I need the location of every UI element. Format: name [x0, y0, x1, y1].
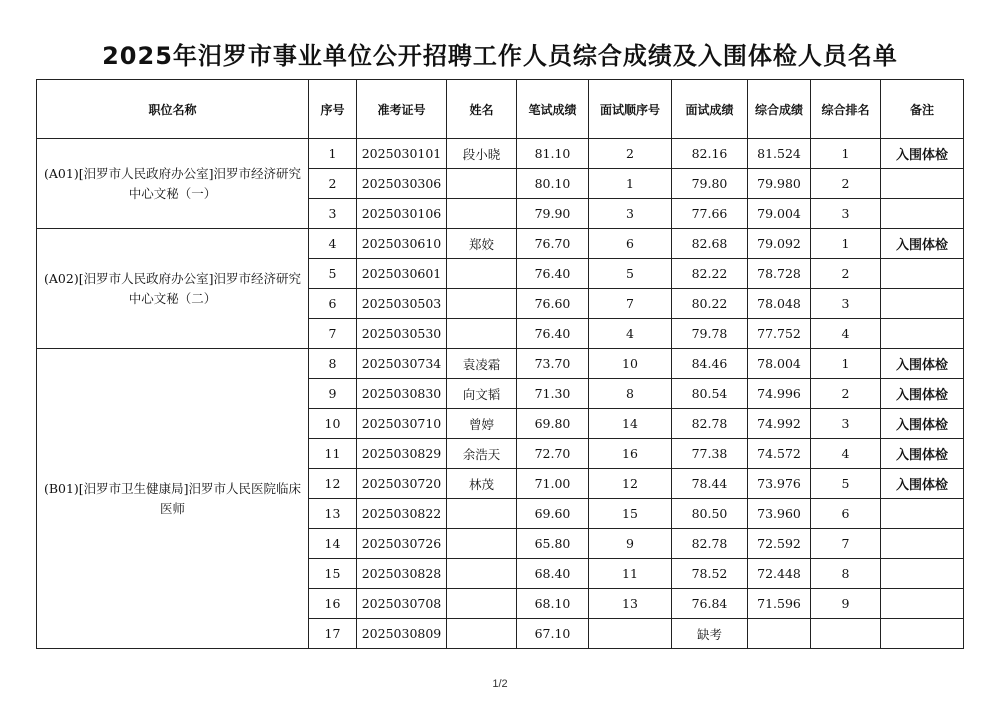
cell-interview-score: 78.52: [672, 559, 748, 589]
header-row: [37, 80, 964, 139]
cell-total-score: 74.996: [748, 379, 811, 409]
header-written-score: 笔试成绩: [517, 80, 589, 139]
cell-rank: 5: [811, 469, 881, 499]
cell-name: 余浩天: [447, 439, 517, 469]
cell-written-score: 67.10: [517, 619, 589, 649]
cell-total-score: 77.752: [748, 319, 811, 349]
cell-interview-score: 79.78: [672, 319, 748, 349]
cell-ticket: 2025030530: [357, 319, 447, 349]
table-body: [37, 139, 964, 649]
cell-total-score: 79.980: [748, 169, 811, 199]
table-row: [37, 349, 964, 379]
cell-written-score: 69.60: [517, 499, 589, 529]
cell-name: [447, 499, 517, 529]
header-total-score: 综合成绩: [748, 80, 811, 139]
cell-note: [881, 199, 964, 229]
cell-seq: 4: [309, 229, 357, 259]
cell-interview-order: 1: [589, 169, 672, 199]
cell-interview-order: 10: [589, 349, 672, 379]
cell-rank: 7: [811, 529, 881, 559]
cell-ticket: 2025030601: [357, 259, 447, 289]
cell-interview-order: 9: [589, 529, 672, 559]
cell-rank: 9: [811, 589, 881, 619]
header-interview-score: 面试成绩: [672, 80, 748, 139]
cell-total-score: 72.448: [748, 559, 811, 589]
cell-ticket: 2025030610: [357, 229, 447, 259]
cell-ticket: 2025030101: [357, 139, 447, 169]
cell-interview-score: 82.22: [672, 259, 748, 289]
cell-written-score: 76.60: [517, 289, 589, 319]
cell-rank: 3: [811, 289, 881, 319]
cell-interview-score: 80.50: [672, 499, 748, 529]
cell-written-score: 79.90: [517, 199, 589, 229]
cell-interview-score: 82.78: [672, 529, 748, 559]
cell-interview-score: 82.16: [672, 139, 748, 169]
page-number: 1/2: [492, 678, 508, 690]
cell-rank: 4: [811, 439, 881, 469]
cell-name: [447, 589, 517, 619]
cell-total-score: 73.960: [748, 499, 811, 529]
cell-note: [881, 259, 964, 289]
cell-written-score: 73.70: [517, 349, 589, 379]
cell-rank: 2: [811, 379, 881, 409]
cell-total-score: 78.048: [748, 289, 811, 319]
cell-name: [447, 259, 517, 289]
cell-total-score: 79.092: [748, 229, 811, 259]
cell-ticket: 2025030306: [357, 169, 447, 199]
cell-interview-score: 82.78: [672, 409, 748, 439]
cell-note: 入围体检: [881, 139, 964, 169]
table-row: [37, 229, 964, 259]
cell-seq: 13: [309, 499, 357, 529]
results-table: [36, 79, 964, 649]
cell-interview-order: 4: [589, 319, 672, 349]
cell-interview-score: 82.68: [672, 229, 748, 259]
cell-written-score: 72.70: [517, 439, 589, 469]
cell-rank: 8: [811, 559, 881, 589]
cell-note: 入围体检: [881, 229, 964, 259]
cell-position: (B01)[汨罗市卫生健康局]汨罗市人民医院临床医师: [37, 349, 309, 649]
cell-seq: 5: [309, 259, 357, 289]
cell-seq: 15: [309, 559, 357, 589]
cell-interview-score: 79.80: [672, 169, 748, 199]
cell-seq: 16: [309, 589, 357, 619]
cell-rank: 2: [811, 259, 881, 289]
cell-note: [881, 319, 964, 349]
header-name: 姓名: [447, 80, 517, 139]
cell-note: 入围体检: [881, 439, 964, 469]
cell-written-score: 76.40: [517, 259, 589, 289]
cell-interview-score: 84.46: [672, 349, 748, 379]
cell-interview-score: 80.54: [672, 379, 748, 409]
cell-total-score: 78.728: [748, 259, 811, 289]
cell-note: [881, 559, 964, 589]
cell-note: 入围体检: [881, 349, 964, 379]
header-ticket: 准考证号: [357, 80, 447, 139]
header-seq: 序号: [309, 80, 357, 139]
cell-written-score: 68.10: [517, 589, 589, 619]
cell-note: [881, 529, 964, 559]
cell-rank: 2: [811, 169, 881, 199]
cell-interview-score: 77.66: [672, 199, 748, 229]
cell-interview-order: 15: [589, 499, 672, 529]
cell-ticket: 2025030830: [357, 379, 447, 409]
cell-name: [447, 199, 517, 229]
cell-name: [447, 619, 517, 649]
cell-position: (A02)[汨罗市人民政府办公室]汨罗市经济研究中心文秘（二）: [37, 229, 309, 349]
cell-interview-score: 缺考: [672, 619, 748, 649]
table-row: [37, 139, 964, 169]
cell-interview-score: 80.22: [672, 289, 748, 319]
cell-seq: 1: [309, 139, 357, 169]
cell-rank: 3: [811, 409, 881, 439]
cell-written-score: 76.70: [517, 229, 589, 259]
cell-name: 向文韬: [447, 379, 517, 409]
header-position: 职位名称: [37, 80, 309, 139]
cell-interview-order: 12: [589, 469, 672, 499]
cell-interview-order: [589, 619, 672, 649]
cell-interview-order: 3: [589, 199, 672, 229]
cell-interview-order: 2: [589, 139, 672, 169]
cell-seq: 6: [309, 289, 357, 319]
cell-rank: 3: [811, 199, 881, 229]
cell-total-score: 73.976: [748, 469, 811, 499]
header-interview-order: 面试顺序号: [589, 80, 672, 139]
cell-ticket: 2025030503: [357, 289, 447, 319]
cell-ticket: 2025030809: [357, 619, 447, 649]
cell-name: 段小晓: [447, 139, 517, 169]
cell-seq: 3: [309, 199, 357, 229]
cell-ticket: 2025030720: [357, 469, 447, 499]
cell-written-score: 71.00: [517, 469, 589, 499]
cell-written-score: 76.40: [517, 319, 589, 349]
cell-seq: 9: [309, 379, 357, 409]
cell-ticket: 2025030829: [357, 439, 447, 469]
cell-note: [881, 499, 964, 529]
cell-name: [447, 559, 517, 589]
cell-total-score: 72.592: [748, 529, 811, 559]
cell-rank: [811, 619, 881, 649]
cell-interview-order: 8: [589, 379, 672, 409]
header-rank: 综合排名: [811, 80, 881, 139]
cell-interview-score: 76.84: [672, 589, 748, 619]
cell-seq: 10: [309, 409, 357, 439]
cell-note: [881, 289, 964, 319]
cell-name: 曾婷: [447, 409, 517, 439]
cell-name: [447, 319, 517, 349]
cell-ticket: 2025030828: [357, 559, 447, 589]
cell-seq: 11: [309, 439, 357, 469]
cell-note: [881, 589, 964, 619]
cell-interview-order: 5: [589, 259, 672, 289]
cell-seq: 12: [309, 469, 357, 499]
cell-note: [881, 169, 964, 199]
cell-name: 郑姣: [447, 229, 517, 259]
cell-note: 入围体检: [881, 379, 964, 409]
cell-interview-order: 13: [589, 589, 672, 619]
cell-total-score: 81.524: [748, 139, 811, 169]
cell-position: (A01)[汨罗市人民政府办公室]汨罗市经济研究中心文秘（一）: [37, 139, 309, 229]
cell-ticket: 2025030822: [357, 499, 447, 529]
cell-rank: 1: [811, 349, 881, 379]
cell-written-score: 65.80: [517, 529, 589, 559]
cell-seq: 7: [309, 319, 357, 349]
cell-ticket: 2025030710: [357, 409, 447, 439]
cell-interview-order: 11: [589, 559, 672, 589]
cell-total-score: 78.004: [748, 349, 811, 379]
cell-ticket: 2025030106: [357, 199, 447, 229]
cell-rank: 4: [811, 319, 881, 349]
cell-interview-order: 14: [589, 409, 672, 439]
cell-name: 袁凌霜: [447, 349, 517, 379]
cell-interview-order: 16: [589, 439, 672, 469]
cell-name: [447, 529, 517, 559]
cell-interview-score: 78.44: [672, 469, 748, 499]
cell-written-score: 68.40: [517, 559, 589, 589]
cell-interview-order: 6: [589, 229, 672, 259]
cell-total-score: 71.596: [748, 589, 811, 619]
cell-seq: 2: [309, 169, 357, 199]
cell-written-score: 71.30: [517, 379, 589, 409]
cell-total-score: 79.004: [748, 199, 811, 229]
cell-ticket: 2025030708: [357, 589, 447, 619]
cell-total-score: [748, 619, 811, 649]
cell-rank: 6: [811, 499, 881, 529]
cell-note: 入围体检: [881, 469, 964, 499]
cell-seq: 8: [309, 349, 357, 379]
cell-written-score: 80.10: [517, 169, 589, 199]
cell-interview-order: 7: [589, 289, 672, 319]
cell-name: [447, 289, 517, 319]
page-title: 2025年汨罗市事业单位公开招聘工作人员综合成绩及入围体检人员名单: [102, 42, 898, 70]
cell-total-score: 74.572: [748, 439, 811, 469]
cell-seq: 17: [309, 619, 357, 649]
cell-seq: 14: [309, 529, 357, 559]
cell-ticket: 2025030726: [357, 529, 447, 559]
cell-total-score: 74.992: [748, 409, 811, 439]
cell-ticket: 2025030734: [357, 349, 447, 379]
cell-interview-score: 77.38: [672, 439, 748, 469]
cell-name: 林茂: [447, 469, 517, 499]
cell-name: [447, 169, 517, 199]
cell-written-score: 69.80: [517, 409, 589, 439]
cell-written-score: 81.10: [517, 139, 589, 169]
cell-note: 入围体检: [881, 409, 964, 439]
header-note: 备注: [881, 80, 964, 139]
cell-rank: 1: [811, 139, 881, 169]
cell-note: [881, 619, 964, 649]
cell-rank: 1: [811, 229, 881, 259]
